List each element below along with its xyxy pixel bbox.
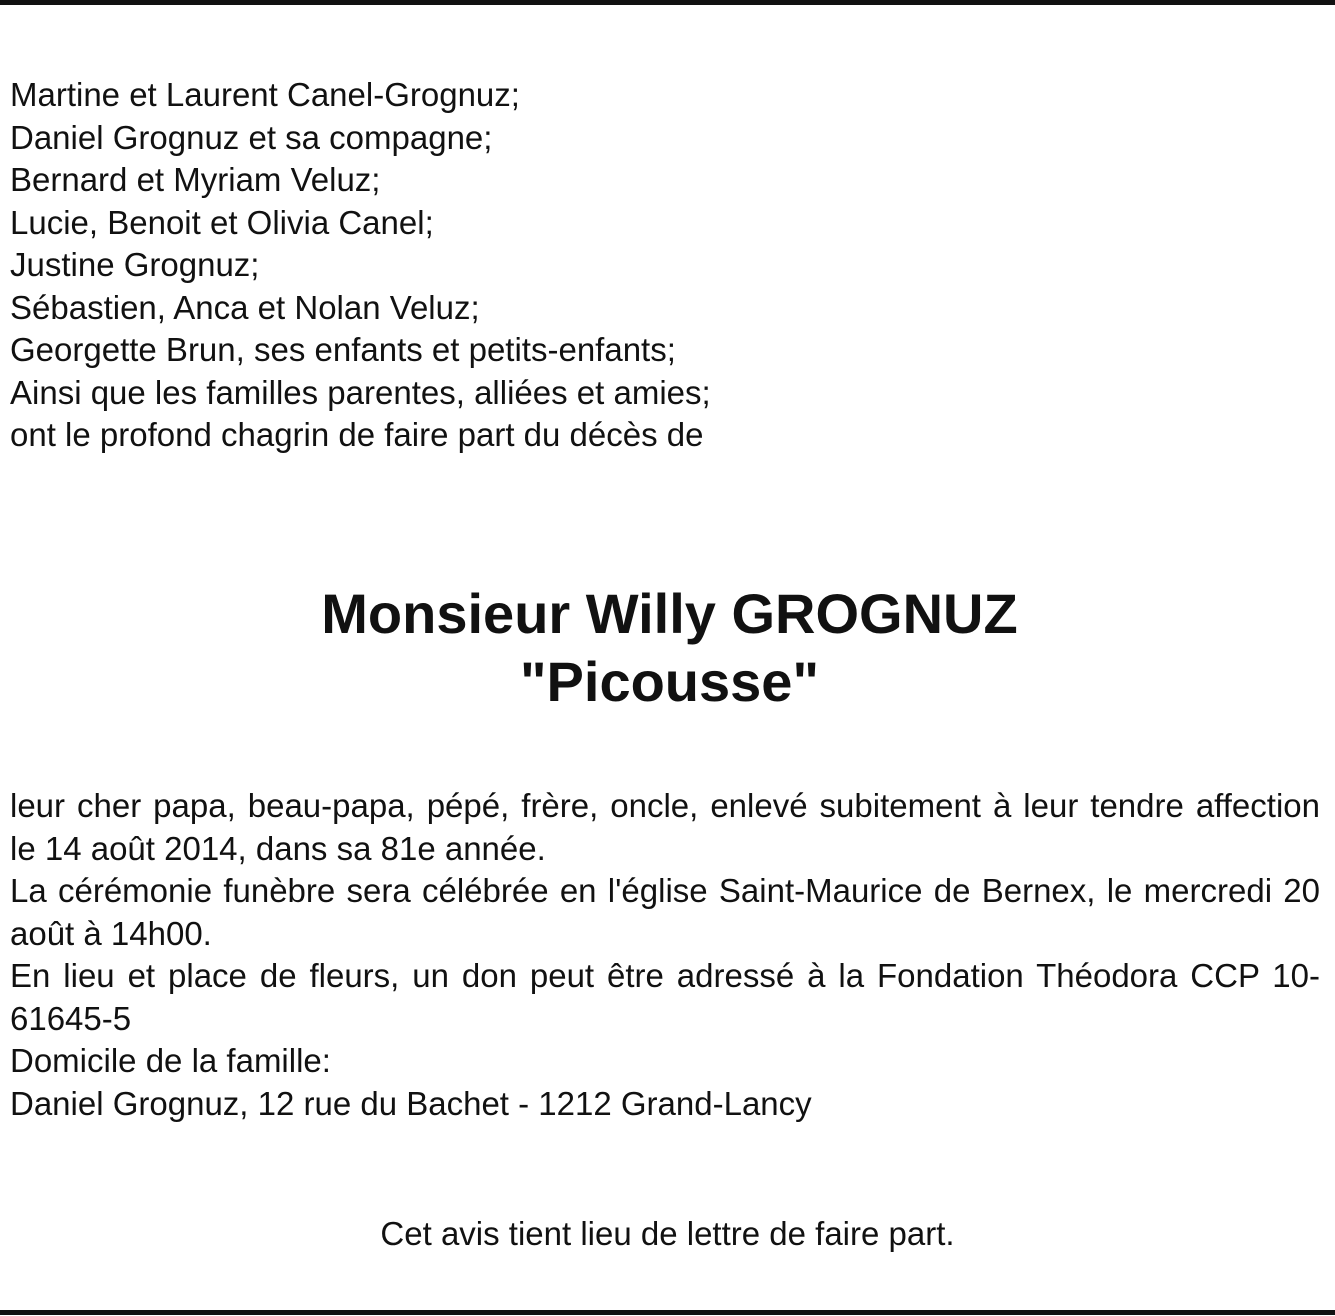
closing-note: Cet avis tient lieu de lettre de faire part. [380,1215,955,1252]
deceased-name-block [0,580,1335,716]
domicile-address: Daniel Grognuz, 12 rue du Bachet - 1212 Grand-Lancy [10,1084,812,1122]
mourner-line: Georgette Brun, ses enfants et petits-enfants; [10,331,676,368]
announcement-line: ont le profond chagrin de faire part du décès de [10,416,704,453]
mourner-line: Bernard et Myriam Veluz; [10,161,381,198]
deceased-name: Monsieur Willy GROGNUZ [321,582,1018,645]
notice-details [10,785,1320,1125]
donation-paragraph: En lieu et place de fleurs, un don peut être adressé à la Fondation Théodora CCP 10-61645-5 [10,957,1320,1037]
mourners-list [10,74,1320,457]
deceased-nickname: "Picousse" [519,650,819,713]
mourner-line: Daniel Grognuz et sa compagne; [10,118,493,156]
top-rule [0,0,1335,5]
ceremony-paragraph: La cérémonie funèbre sera célébrée en l'église Saint-Maurice de Bernex, le mercredi 20 août à 14h00. [10,872,1320,952]
mourner-line: Lucie, Benoit et Olivia Canel; [10,203,434,241]
mourner-line: Ainsi que les familles parentes, alliées et amies; [10,373,711,411]
mourner-line: Justine Grognuz; [10,246,260,283]
mourner-line: Martine et Laurent Canel-Grognuz; [10,76,520,113]
bottom-rule [0,1310,1335,1315]
domicile-label: Domicile de la famille: [10,1042,331,1079]
mourner-line: Sébastien, Anca et Nolan Veluz; [10,288,480,326]
tribute-paragraph: leur cher papa, beau-papa, pépé, frère, oncle, enlevé subitement à leur tendre affection le 14 août 2014, dans sa 81e année. [10,787,1320,867]
